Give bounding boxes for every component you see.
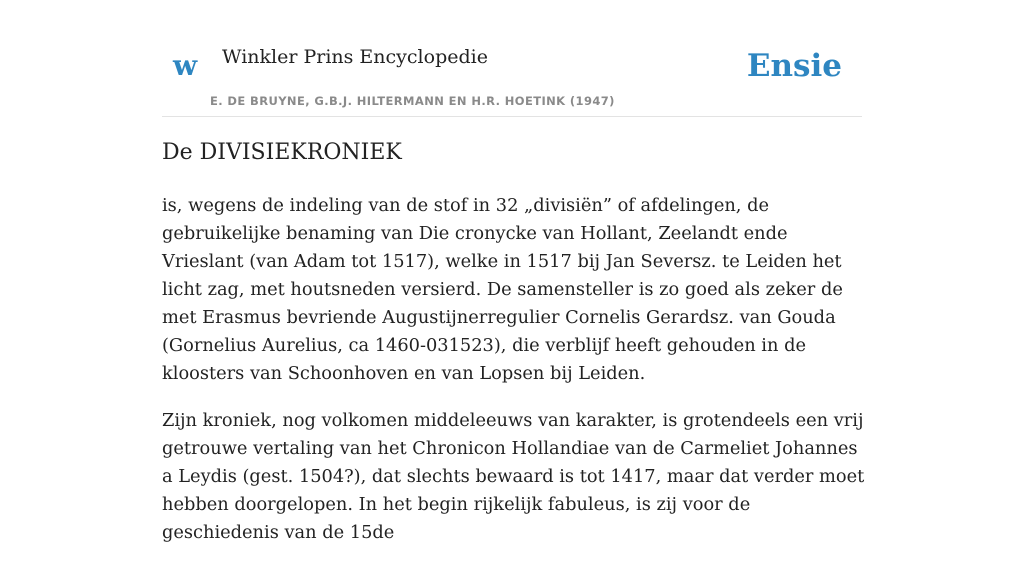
- publication-logo[interactable]: w: [173, 49, 198, 82]
- entry-paragraph: Zijn kroniek, nog volkomen middeleeuws van karakter, is grotendeels een vrij getrouwe vertaling van het Chronicon Hollandiae van de Carmeliet Johannes a Leydis (gest. 1504?), dat slechts bewaard is tot 1417, maar dat verder moet hebben doorgelopen. In het begin rijkelijk fabuleus, is zij voor de geschiedenis van de 15de: [162, 410, 865, 543]
- site-header: [162, 0, 862, 117]
- entry-body: [162, 192, 867, 566]
- entry-title: De DIVISIEKRONIEK: [162, 140, 402, 165]
- publication-title[interactable]: Winkler Prins Encyclopedie: [222, 46, 488, 68]
- publication-authors: E. DE BRUYNE, G.B.J. HILTERMANN EN H.R. HOETINK (1947): [210, 94, 615, 108]
- ensie-brand-logo[interactable]: Ensie: [746, 48, 842, 84]
- entry-paragraph: is, wegens de indeling van de stof in 32 „divisiën” of afdelingen, de gebruikelijke benaming van Die cronycke van Hollant, Zeelandt ende Vrieslant (van Adam tot 1517), welke in 1517 bij Jan Seversz. te Leiden het licht zag, met houtsneden versierd. De samensteller is zo goed als zeker de met Erasmus bevriende Augustijnerregulier Cornelis Gerardsz. van Gouda (Gornelius Aurelius, ca 1460-031523), die verblijf heeft gehouden in de kloosters van Schoonhoven en van Lopsen bij Leiden.: [162, 195, 843, 384]
